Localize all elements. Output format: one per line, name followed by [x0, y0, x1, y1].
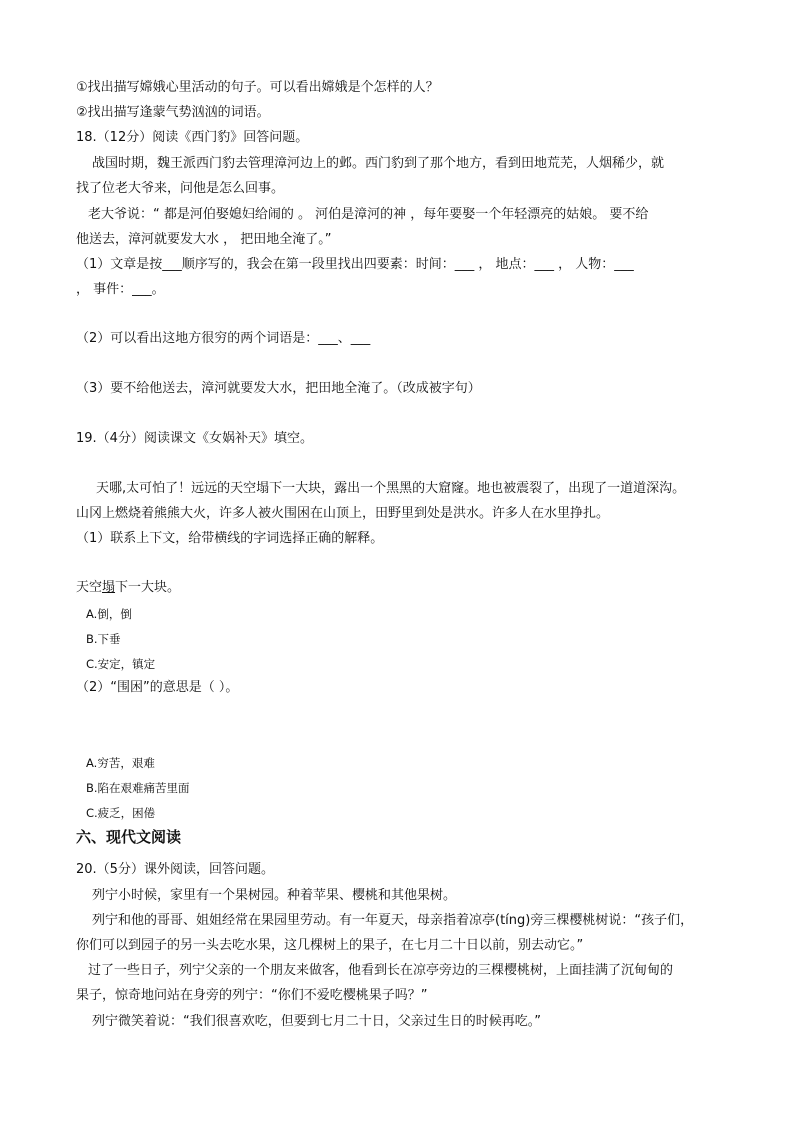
q20-paragraph-3a: 过了一些日子，列宁父亲的一个朋友来做客，他看到长在凉亭旁边的三棵樱桃树，上面挂满了沉甸甸的 [88, 963, 674, 978]
q20-paragraph-3b: 果子，惊奇地问站在身旁的列宁：“你们不爱吃樱桃果子吗？” [76, 988, 428, 1003]
q18-subquestion-1b: ， 事件：___。 [76, 282, 165, 297]
q20-paragraph-4: 列宁微笑着说：“我们很喜欢吃，但要到七月二十日，父亲过生日的时候再吃。” [92, 1014, 541, 1029]
q18-paragraph-2b: 他送去，漳河就要发大水 ， 把田地全淹了。” [76, 232, 332, 247]
q19-option-c: C.安定，镇定 [86, 657, 156, 671]
q18-paragraph-2a: 老大爷说：“ 都是河伯娶媳妇给闹的 。 河伯是漳河的神 ，每年要娶一个年轻漂亮的姑娘。 要不给 [88, 207, 649, 222]
q19-paragraph-1a: 天哪,太可怕了！远远的天空塌下一大块，露出一个黑黑的大窟窿。地也被震裂了，出现了一道道深沟。 [96, 481, 686, 496]
section-heading: 六、现代文阅读 [76, 828, 182, 846]
q17-item-1: ①找出描写嫦娥心里活动的句子。可以看出嫦娥是个怎样的人？ [76, 80, 439, 95]
q17-item-2: ②找出描写逢蒙气势汹汹的词语。 [76, 105, 270, 120]
q19-sentence [76, 580, 180, 596]
q18-paragraph-1a: 战国时期，魏王派西门豹去管理漳河边上的邺。西门豹到了那个地方，看到田地荒芜，人烟稀少，就 [92, 156, 665, 171]
q19-subquestion-2: （2）“围困”的意思是（ ）。 [76, 680, 239, 695]
q19-paragraph-1b: 山冈上燃烧着熊熊大火，许多人被火围困在山顶上，田野里到处是洪水。许多人在水里挣扎。 [76, 506, 610, 521]
q19-sentence-post: 下一大块。 [115, 580, 181, 595]
q19-option-b: B.下垂 [86, 632, 121, 646]
q18-header: 18.（12分）阅读《西门豹》回答问题。 [76, 130, 309, 145]
q19-2-option-c: C.疲乏，困倦 [86, 806, 156, 820]
q18-paragraph-1b: 找了位老大爷来，问他是怎么回事。 [76, 181, 285, 196]
q19-subquestion-1: （1）联系上下文，给带横线的字词选择正确的解释。 [76, 531, 384, 546]
q19-underlined-word: 塌 [102, 580, 116, 595]
q19-2-option-a: A.穷苦，艰难 [86, 756, 155, 770]
q19-sentence-pre: 天空 [76, 580, 103, 595]
q18-subquestion-2: （2）可以看出这地方很穷的两个词语是：___、___ [76, 331, 371, 346]
q20-paragraph-2b: 你们可以到园子的另一头去吃水果，这几棵树上的果子，在七月二十日以前，别去动它。” [76, 938, 584, 953]
q20-header: 20.（5分）课外阅读，回答问题。 [76, 862, 274, 877]
q19-2-option-b: B.陷在艰难痛苦里面 [86, 781, 190, 795]
q19-option-a: A.倒，倒 [86, 607, 132, 621]
q19-header: 19.（4分）阅读课文《女娲补天》填空。 [76, 431, 313, 446]
q18-subquestion-1a: （1）文章是按___顺序写的，我会在第一段里找出四要素：时间：___ ， 地点：___ ， 人物：___ [76, 257, 634, 272]
q20-paragraph-2a: 列宁和他的哥哥、姐姐经常在果园里劳动。有一年夏天，母亲指着凉亭(tíng)旁三棵樱桃树说：“孩子们， [92, 913, 694, 928]
q20-paragraph-1: 列宁小时候，家里有一个果树园。种着苹果、樱桃和其他果树。 [92, 888, 457, 903]
q18-subquestion-3: （3）要不给他送去，漳河就要发大水，把田地全淹了。（改成被字句） [76, 381, 481, 396]
